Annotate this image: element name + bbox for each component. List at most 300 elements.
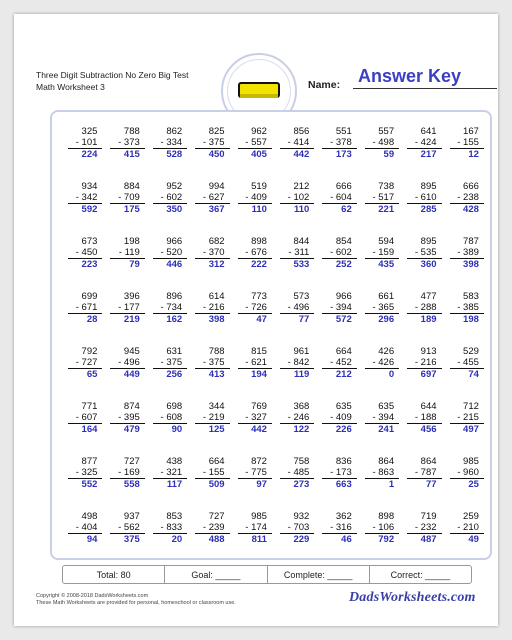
subtrahend: 311 bbox=[294, 247, 310, 258]
minus-sign: - bbox=[457, 247, 464, 258]
minuend: 167 bbox=[463, 126, 479, 137]
minus-sign: - bbox=[287, 137, 294, 148]
minuend: 898 bbox=[378, 511, 395, 522]
minuend: 699 bbox=[81, 291, 98, 302]
subtraction-problem bbox=[60, 236, 102, 291]
subtrahend-line bbox=[195, 467, 229, 479]
pencil-icon bbox=[237, 80, 281, 102]
minus-sign: - bbox=[202, 192, 209, 203]
minus-sign: - bbox=[287, 522, 294, 533]
subtrahend-line bbox=[68, 522, 102, 534]
subtraction-problem bbox=[272, 401, 314, 456]
subtrahend: 389 bbox=[463, 247, 479, 258]
answer: 222 bbox=[251, 259, 267, 270]
minus-sign: - bbox=[414, 192, 421, 203]
answer: 173 bbox=[335, 149, 352, 160]
minuend: 644 bbox=[420, 401, 437, 412]
subtrahend: 726 bbox=[251, 302, 267, 313]
subtrahend: 159 bbox=[378, 247, 395, 258]
subtraction-problem bbox=[399, 181, 441, 236]
problem-frame bbox=[50, 110, 492, 560]
subtrahend: 709 bbox=[123, 192, 140, 203]
minuend: 788 bbox=[123, 126, 140, 137]
answer: 0 bbox=[388, 369, 395, 380]
answer: 62 bbox=[341, 204, 352, 215]
subtrahend-line bbox=[238, 192, 272, 204]
subtrahend-line bbox=[322, 192, 356, 204]
minus-sign: - bbox=[202, 467, 209, 478]
minus-sign: - bbox=[160, 522, 167, 533]
minus-sign: - bbox=[118, 302, 124, 313]
subtraction-problem bbox=[60, 401, 102, 456]
minuend: 614 bbox=[208, 291, 225, 302]
minuend: 877 bbox=[81, 456, 98, 467]
minus-sign: - bbox=[372, 412, 379, 423]
answer: 273 bbox=[293, 479, 310, 490]
answer: 367 bbox=[208, 204, 225, 215]
subtrahend: 219 bbox=[208, 412, 225, 423]
minuend: 712 bbox=[463, 401, 479, 412]
minuend: 864 bbox=[420, 456, 437, 467]
answer: 592 bbox=[81, 204, 98, 215]
subtrahend: 174 bbox=[251, 522, 267, 533]
goal-field: Goal: _____ bbox=[165, 566, 267, 583]
answer: 558 bbox=[123, 479, 140, 490]
minus-sign: - bbox=[372, 247, 379, 258]
answer: 449 bbox=[123, 369, 140, 380]
answer: 224 bbox=[81, 149, 98, 160]
answer: 405 bbox=[251, 149, 267, 160]
subtrahend-line bbox=[365, 357, 399, 369]
answer: 442 bbox=[251, 424, 267, 435]
subtrahend: 863 bbox=[378, 467, 395, 478]
subtraction-problem bbox=[145, 291, 187, 346]
minuend: 664 bbox=[335, 346, 352, 357]
subtraction-problem bbox=[357, 456, 399, 511]
problem-grid bbox=[60, 126, 484, 566]
subtraction-problem bbox=[230, 456, 272, 511]
subtrahend: 155 bbox=[463, 137, 479, 148]
title-block bbox=[36, 69, 188, 93]
subtrahend-line bbox=[68, 302, 102, 314]
minuend: 961 bbox=[293, 346, 310, 357]
answer-key-label: Answer Key bbox=[358, 66, 462, 86]
subtrahend-line bbox=[407, 467, 441, 479]
subtrahend-line bbox=[322, 412, 356, 424]
minus-sign: - bbox=[287, 467, 294, 478]
subtrahend: 325 bbox=[81, 467, 98, 478]
subtrahend-line bbox=[153, 467, 187, 479]
answer: 194 bbox=[251, 369, 267, 380]
subtraction-problem bbox=[230, 236, 272, 291]
subtrahend-line bbox=[110, 467, 144, 479]
minuend: 985 bbox=[251, 511, 267, 522]
subtrahend-line bbox=[280, 357, 314, 369]
problem-row bbox=[60, 236, 484, 291]
subtrahend-line bbox=[407, 247, 441, 259]
subtrahend: 232 bbox=[420, 522, 437, 533]
correct-field: Correct: _____ bbox=[390, 569, 451, 580]
subtraction-problem bbox=[314, 291, 356, 346]
score-bar bbox=[62, 565, 472, 584]
subtrahend-line bbox=[365, 192, 399, 204]
subtraction-problem bbox=[230, 401, 272, 456]
subtrahend-line bbox=[195, 522, 229, 534]
answer: 110 bbox=[251, 204, 267, 215]
answer: 219 bbox=[123, 314, 140, 325]
minuend: 788 bbox=[208, 346, 225, 357]
answer: 198 bbox=[463, 314, 479, 325]
subtrahend-line bbox=[322, 357, 356, 369]
subtrahend: 517 bbox=[378, 192, 395, 203]
subtrahend: 409 bbox=[335, 412, 352, 423]
minus-sign: - bbox=[160, 247, 167, 258]
minuend: 727 bbox=[123, 456, 140, 467]
subtrahend-line bbox=[322, 247, 356, 259]
subtrahend-line bbox=[450, 522, 484, 534]
subtrahend-line bbox=[153, 137, 187, 149]
subtraction-problem bbox=[272, 456, 314, 511]
subtraction-problem bbox=[442, 346, 484, 401]
subtrahend-line bbox=[195, 357, 229, 369]
answer: 450 bbox=[208, 149, 225, 160]
minuend: 895 bbox=[420, 236, 437, 247]
minuend: 719 bbox=[420, 511, 437, 522]
minus-sign: - bbox=[75, 137, 82, 148]
subtrahend-line bbox=[280, 467, 314, 479]
worksheet-subtitle: Math Worksheet 3 bbox=[36, 82, 105, 92]
subtrahend-line bbox=[153, 302, 187, 314]
answer: 49 bbox=[468, 534, 479, 545]
subtrahend-line bbox=[238, 302, 272, 314]
worksheet-title: Three Digit Subtraction No Zero Big Test bbox=[36, 70, 189, 80]
subtraction-problem bbox=[314, 236, 356, 291]
subtraction-problem bbox=[102, 236, 144, 291]
minuend: 635 bbox=[378, 401, 395, 412]
minuend: 773 bbox=[251, 291, 267, 302]
subtrahend: 496 bbox=[293, 302, 310, 313]
minuend: 825 bbox=[208, 126, 225, 137]
subtrahend-line bbox=[407, 302, 441, 314]
minuend: 962 bbox=[251, 126, 267, 137]
subtraction-problem bbox=[187, 236, 229, 291]
subtrahend-line bbox=[195, 247, 229, 259]
subtraction-problem bbox=[272, 181, 314, 236]
subtrahend-line bbox=[365, 302, 399, 314]
minus-sign: - bbox=[457, 192, 464, 203]
subtrahend: 215 bbox=[463, 412, 479, 423]
minuend: 212 bbox=[293, 181, 310, 192]
subtrahend-line bbox=[238, 412, 272, 424]
subtrahend-line bbox=[110, 522, 144, 534]
minus-sign: - bbox=[372, 192, 379, 203]
answer: 175 bbox=[123, 204, 140, 215]
subtrahend: 496 bbox=[123, 357, 140, 368]
minus-sign: - bbox=[75, 247, 82, 258]
answer: 164 bbox=[81, 424, 98, 435]
subtrahend: 334 bbox=[166, 137, 183, 148]
subtrahend-line bbox=[238, 522, 272, 534]
copyright bbox=[36, 593, 236, 607]
subtraction-problem bbox=[442, 236, 484, 291]
minuend: 344 bbox=[208, 401, 225, 412]
subtraction-problem bbox=[314, 456, 356, 511]
subtrahend-line bbox=[153, 247, 187, 259]
subtraction-problem bbox=[60, 511, 102, 566]
minuend: 641 bbox=[420, 126, 437, 137]
answer: 119 bbox=[294, 369, 310, 380]
subtraction-problem bbox=[145, 346, 187, 401]
minuend: 872 bbox=[251, 456, 267, 467]
answer: 528 bbox=[166, 149, 183, 160]
subtrahend-line bbox=[110, 357, 144, 369]
worksheet-page bbox=[14, 14, 498, 626]
subtrahend: 604 bbox=[335, 192, 352, 203]
subtraction-problem bbox=[230, 511, 272, 566]
minuend: 771 bbox=[81, 401, 98, 412]
minuend: 682 bbox=[208, 236, 225, 247]
subtrahend-line bbox=[365, 412, 399, 424]
subtrahend: 498 bbox=[378, 137, 395, 148]
answer: 125 bbox=[208, 424, 225, 435]
minus-sign: - bbox=[245, 137, 252, 148]
subtrahend: 370 bbox=[208, 247, 225, 258]
subtrahend: 610 bbox=[420, 192, 437, 203]
answer: 59 bbox=[383, 149, 395, 160]
subtrahend: 833 bbox=[166, 522, 183, 533]
subtrahend: 409 bbox=[251, 192, 267, 203]
total-count: Total: 80 bbox=[63, 566, 165, 583]
minus-sign: - bbox=[245, 522, 252, 533]
answer: 663 bbox=[335, 479, 352, 490]
subtrahend-line bbox=[110, 137, 144, 149]
subtraction-problem bbox=[187, 126, 229, 181]
minus-sign: - bbox=[160, 357, 167, 368]
minuend: 769 bbox=[251, 401, 267, 412]
subtrahend: 787 bbox=[420, 467, 437, 478]
minuend: 727 bbox=[208, 511, 225, 522]
subtrahend: 608 bbox=[166, 412, 183, 423]
minus-sign: - bbox=[75, 522, 82, 533]
subtrahend-line bbox=[68, 412, 102, 424]
subtrahend-line bbox=[195, 192, 229, 204]
minus-sign: - bbox=[202, 357, 209, 368]
subtrahend: 395 bbox=[123, 412, 140, 423]
subtrahend: 734 bbox=[166, 302, 183, 313]
minus-sign: - bbox=[245, 357, 252, 368]
subtrahend-line bbox=[280, 192, 314, 204]
minus-sign: - bbox=[330, 302, 336, 313]
minus-sign: - bbox=[414, 412, 421, 423]
minuend: 864 bbox=[378, 456, 395, 467]
name-label: Name: bbox=[308, 79, 341, 91]
subtrahend-line bbox=[195, 412, 229, 424]
subtraction-problem bbox=[399, 126, 441, 181]
minus-sign: - bbox=[202, 412, 209, 423]
subtrahend: 676 bbox=[251, 247, 267, 258]
answer: 79 bbox=[129, 259, 140, 270]
answer: 217 bbox=[420, 149, 437, 160]
subtrahend: 404 bbox=[81, 522, 98, 533]
subtrahend-line bbox=[450, 412, 484, 424]
answer: 792 bbox=[378, 534, 395, 545]
subtrahend: 327 bbox=[251, 412, 267, 423]
subtrahend-line bbox=[280, 302, 314, 314]
minuend: 815 bbox=[251, 346, 267, 357]
minuend: 994 bbox=[208, 181, 225, 192]
minus-sign: - bbox=[330, 247, 336, 258]
answer: 12 bbox=[468, 149, 479, 160]
subtrahend-line bbox=[407, 412, 441, 424]
subtrahend-line bbox=[365, 467, 399, 479]
minus-sign: - bbox=[287, 192, 294, 203]
minus-sign: - bbox=[372, 467, 379, 478]
answer: 375 bbox=[123, 534, 140, 545]
minus-sign: - bbox=[160, 137, 167, 148]
answer: 25 bbox=[468, 479, 479, 490]
subtraction-problem bbox=[399, 511, 441, 566]
minuend: 896 bbox=[166, 291, 183, 302]
minus-sign: - bbox=[457, 412, 464, 423]
subtrahend: 485 bbox=[293, 467, 310, 478]
minus-sign: - bbox=[202, 302, 209, 313]
problem-row bbox=[60, 456, 484, 511]
minuend: 862 bbox=[166, 126, 183, 137]
minuend: 884 bbox=[123, 181, 140, 192]
problem-row bbox=[60, 126, 484, 181]
subtrahend-line bbox=[238, 357, 272, 369]
subtraction-problem bbox=[442, 181, 484, 236]
answer: 65 bbox=[86, 369, 98, 380]
subtrahend: 452 bbox=[335, 357, 352, 368]
subtrahend: 216 bbox=[420, 357, 437, 368]
answer: 296 bbox=[378, 314, 395, 325]
subtrahend: 450 bbox=[81, 247, 98, 258]
subtraction-problem bbox=[314, 401, 356, 456]
minuend: 854 bbox=[335, 236, 352, 247]
answer: 74 bbox=[468, 369, 479, 380]
minus-sign: - bbox=[202, 247, 209, 258]
minus-sign: - bbox=[457, 357, 464, 368]
subtrahend-line bbox=[238, 467, 272, 479]
minuend: 198 bbox=[123, 236, 140, 247]
subtraction-problem bbox=[314, 126, 356, 181]
subtrahend: 557 bbox=[251, 137, 267, 148]
minuend: 438 bbox=[166, 456, 183, 467]
answer: 252 bbox=[335, 259, 352, 270]
minus-sign: - bbox=[75, 467, 82, 478]
subtrahend-line bbox=[238, 247, 272, 259]
subtraction-problem bbox=[145, 236, 187, 291]
subtrahend: 424 bbox=[420, 137, 437, 148]
subtrahend-line bbox=[280, 247, 314, 259]
minuend: 895 bbox=[420, 181, 437, 192]
subtrahend: 342 bbox=[81, 192, 98, 203]
subtrahend-line bbox=[450, 247, 484, 259]
subtraction-problem bbox=[442, 126, 484, 181]
subtrahend: 210 bbox=[463, 522, 479, 533]
subtrahend-line bbox=[280, 412, 314, 424]
subtrahend-line bbox=[153, 192, 187, 204]
minus-sign: - bbox=[75, 192, 82, 203]
subtraction-problem bbox=[314, 346, 356, 401]
subtraction-problem bbox=[314, 511, 356, 566]
minus-sign: - bbox=[372, 357, 379, 368]
subtraction-problem bbox=[442, 401, 484, 456]
subtrahend: 562 bbox=[123, 522, 140, 533]
minuend: 498 bbox=[81, 511, 98, 522]
subtrahend-line bbox=[322, 302, 356, 314]
minuend: 844 bbox=[293, 236, 310, 247]
minuend: 836 bbox=[335, 456, 352, 467]
subtraction-problem bbox=[399, 291, 441, 346]
copyright-line: Copyright © 2008-2018 DadsWorksheets.com bbox=[36, 593, 149, 599]
minus-sign: - bbox=[118, 137, 124, 148]
minus-sign: - bbox=[160, 467, 167, 478]
minus-sign: - bbox=[118, 467, 124, 478]
subtraction-problem bbox=[145, 126, 187, 181]
subtrahend: 119 bbox=[124, 247, 140, 258]
complete-field: Complete: _____ bbox=[268, 566, 370, 583]
subtraction-problem bbox=[442, 456, 484, 511]
minuend: 635 bbox=[335, 401, 352, 412]
problem-row bbox=[60, 291, 484, 346]
subtrahend: 177 bbox=[123, 302, 140, 313]
subtraction-problem bbox=[187, 401, 229, 456]
answer: 533 bbox=[293, 259, 310, 270]
subtrahend-line bbox=[68, 467, 102, 479]
subtrahend: 602 bbox=[166, 192, 183, 203]
minus-sign: - bbox=[202, 137, 209, 148]
answer: 398 bbox=[463, 259, 479, 270]
subtraction-problem bbox=[145, 401, 187, 456]
subtrahend: 535 bbox=[420, 247, 437, 258]
minus-sign: - bbox=[414, 357, 421, 368]
subtrahend-line bbox=[450, 302, 484, 314]
answer: 229 bbox=[293, 534, 310, 545]
answer: 77 bbox=[425, 479, 437, 490]
minus-sign: - bbox=[457, 467, 464, 478]
subtrahend-line bbox=[407, 192, 441, 204]
minus-sign: - bbox=[245, 467, 252, 478]
subtrahend: 842 bbox=[293, 357, 310, 368]
minuend: 362 bbox=[335, 511, 352, 522]
answer: 811 bbox=[251, 534, 267, 545]
subtrahend: 727 bbox=[81, 357, 98, 368]
subtraction-problem bbox=[272, 511, 314, 566]
subtrahend: 373 bbox=[123, 137, 140, 148]
minus-sign: - bbox=[330, 357, 336, 368]
subtrahend-line bbox=[68, 137, 102, 149]
subtrahend-line bbox=[153, 522, 187, 534]
answer: 479 bbox=[123, 424, 140, 435]
minus-sign: - bbox=[414, 302, 421, 313]
subtrahend: 102 bbox=[293, 192, 310, 203]
answer: 428 bbox=[463, 204, 479, 215]
subtrahend: 960 bbox=[463, 467, 479, 478]
subtrahend: 378 bbox=[335, 137, 352, 148]
answer: 360 bbox=[420, 259, 437, 270]
answer: 552 bbox=[81, 479, 98, 490]
subtrahend-line bbox=[322, 137, 356, 149]
subtrahend: 173 bbox=[335, 467, 352, 478]
minuend: 557 bbox=[378, 126, 395, 137]
answer: 47 bbox=[256, 314, 267, 325]
subtrahend-line bbox=[407, 522, 441, 534]
subtraction-problem bbox=[442, 291, 484, 346]
subtraction-problem bbox=[60, 181, 102, 236]
subtraction-problem bbox=[187, 291, 229, 346]
